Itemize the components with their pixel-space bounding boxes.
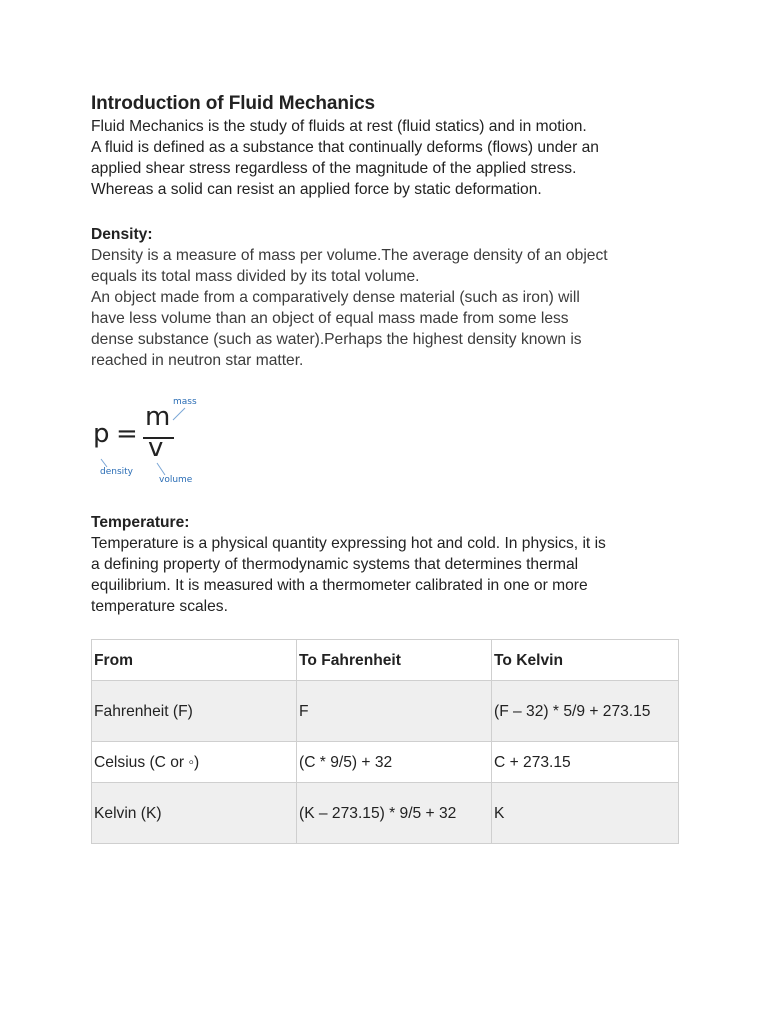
table-cell: Celsius (C or ◦) [92,742,297,783]
temperature-line: equilibrium. It is measured with a thermometer calibrated in one or more [91,577,588,594]
table-header-cell: From [92,640,297,681]
density-line: Density is a measure of mass per volume.The average density of an object [91,247,608,264]
table-header-cell: To Fahrenheit [297,640,492,681]
density-line: equals its total mass divided by its total volume. [91,268,420,285]
table-header-cell: To Kelvin [492,640,679,681]
formula-equals: = [116,419,138,449]
table-cell: (K – 273.15) * 9/5 + 32 [297,783,492,844]
intro-line: A fluid is defined as a substance that continually deforms (flows) under an [91,139,599,156]
table-header-row [92,640,679,681]
page-title: Introduction of Fluid Mechanics [91,93,376,114]
density-line: dense substance (such as water).Perhaps the highest density known is [91,331,582,348]
table-cell: (F – 32) * 5/9 + 273.15 [492,681,679,742]
formula-label-density: density [100,467,133,477]
density-line: have less volume than an object of equal mass made from some less [91,310,569,327]
temperature-heading: Temperature: [91,514,190,531]
table-cell: Fahrenheit (F) [92,681,297,742]
density-heading: Density: [91,226,153,243]
table-row [92,783,679,844]
intro-line: Fluid Mechanics is the study of fluids at rest (fluid statics) and in motion. [91,118,587,135]
formula-label-mass: mass [173,397,197,407]
formula-label-volume: volume [159,475,193,485]
table-row [92,681,679,742]
table-cell: C + 273.15 [492,742,679,783]
temperature-paragraph [91,533,681,617]
density-line: An object made from a comparatively dense material (such as iron) will [91,289,580,306]
intro-paragraph [91,116,681,200]
density-line: reached in neutron star matter. [91,352,304,369]
formula-numerator: m [145,402,171,432]
intro-line: applied shear stress regardless of the magnitude of the applied stress. [91,160,577,177]
temperature-line: temperature scales. [91,598,228,615]
temperature-line: a defining property of thermodynamic systems that determines thermal [91,556,579,573]
table-cell: F [297,681,492,742]
temperature-conversion-table [91,639,679,844]
intro-line: Whereas a solid can resist an applied force by static deformation. [91,181,542,198]
document-page [91,92,681,844]
table-cell: (C * 9/5) + 32 [297,742,492,783]
table-cell: K [492,783,679,844]
temperature-line: Temperature is a physical quantity expressing hot and cold. In physics, it is [91,535,606,552]
table-cell: Kelvin (K) [92,783,297,844]
density-formula [91,393,221,488]
table-row [92,742,679,783]
density-paragraph [91,245,681,371]
formula-density-symbol: p [93,419,110,449]
formula-denominator: v [148,433,164,463]
